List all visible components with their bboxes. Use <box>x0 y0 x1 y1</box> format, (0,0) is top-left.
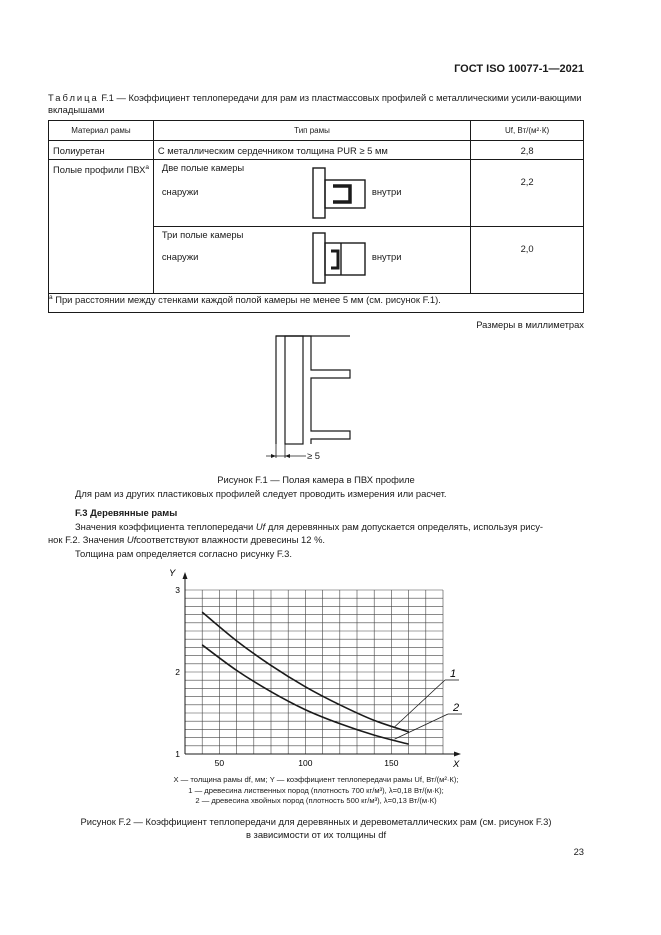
table-caption-text: F.1 — Коэффициент теплопередачи для рам из пластмассовых профилей с металлическими усили-вающими вкладышами <box>48 92 582 115</box>
series-1-leader <box>395 680 445 727</box>
paragraph-3: Толщина рам определяется согласно рисунку F.3. <box>75 548 292 559</box>
document-header: ГОСТ ISO 10077-1—2021 <box>454 63 584 75</box>
material-label: Полые профили ПВХ <box>53 164 146 176</box>
table-footnote <box>49 294 584 313</box>
cell-type <box>153 160 470 227</box>
y-tick-label: 1 <box>175 749 180 759</box>
type-three-chambers: Три полые камеры <box>161 229 244 240</box>
x-tick-label: 50 <box>214 758 225 768</box>
x-tick-label: 100 <box>298 758 313 768</box>
page-number: 23 <box>573 846 584 857</box>
table-f1 <box>48 120 584 313</box>
symbol-uf: Uf <box>126 534 137 545</box>
cell-u: 2,0 <box>471 227 584 294</box>
cell-material: Полиуретан <box>49 141 154 160</box>
table-footnote-row <box>49 294 584 313</box>
paragraph-2-line-2 <box>48 533 584 546</box>
cell-type: С металлическим сердечником толщина PUR ≥ 5 мм <box>153 141 470 160</box>
legend-line: 2 — древесина хвойных пород (плотность 500 кг/м³), λ=0,13 Вт/(м·К) <box>195 796 437 805</box>
paragraph-2-line-1 <box>75 520 584 533</box>
table-caption-label: Таблица <box>48 92 99 103</box>
dimension-label: ≥ 5 <box>307 450 320 461</box>
figure-f1-diagram <box>262 326 392 466</box>
table-caption <box>48 92 584 116</box>
section-heading: F.3 Деревянные рамы <box>75 507 178 518</box>
figure-f2-caption-line-2: в зависимости от их толщины df <box>245 829 387 840</box>
footnote-ref: a <box>145 164 149 171</box>
x-axis-label: X <box>453 759 460 770</box>
p2-part-a: Значения коэффициента теплопередачи <box>75 521 254 532</box>
chart-legend <box>48 775 584 807</box>
series-2-leader <box>395 714 448 739</box>
legend-line: 1 — древесина лиственных пород (плотность 700 кг/м³), λ=0,18 Вт/(м·К); <box>188 785 444 795</box>
symbol-uf: Uf <box>255 521 266 532</box>
col-type: Тип рамы <box>153 121 470 141</box>
inside-label: внутри <box>371 251 402 262</box>
col-u-label: Uf, Вт/(м²·К) <box>504 126 550 135</box>
table-row <box>49 160 584 227</box>
figure-f2-caption-line-1: Рисунок F.2 — Коэффициент теплопередачи для деревянных и деревометаллических рам (см. рисунок F.3) <box>80 816 552 827</box>
legend-line: X — толщина рамы df, мм; Y — коэффициент теплопередачи рамы Uf, Вт/(м²·К); <box>173 775 459 784</box>
y-axis-arrow <box>183 572 188 579</box>
y-tick-label: 3 <box>175 585 180 595</box>
y-tick-label: 2 <box>175 667 180 677</box>
figure-f1-caption: Рисунок F.1 — Полая камера в ПВХ профиле <box>217 474 415 485</box>
p2-part-c: нок F.2. Значения <box>48 534 125 545</box>
col-material: Материал рамы <box>49 121 154 141</box>
y-axis-label: Y <box>169 568 176 579</box>
col-u <box>471 121 584 141</box>
series-1-label: 1 <box>450 668 457 680</box>
table-row <box>49 141 584 160</box>
paragraph-1: Для рам из других пластиковых профилей следует проводить измерения или расчет. <box>75 488 447 499</box>
type-two-chambers: Две полые камеры <box>161 162 245 173</box>
figure-f2-chart <box>150 562 470 772</box>
figure-f2-caption <box>30 815 602 841</box>
cell-type <box>153 227 470 294</box>
x-axis-arrow <box>454 752 461 757</box>
cell-u: 2,8 <box>471 141 584 160</box>
inside-label: внутри <box>371 186 402 197</box>
footnote-text: При расстоянии между стенками каждой полой камеры не менее 5 мм (см. рисунок F.1). <box>55 294 441 306</box>
p2-part-d: соответствуют влажности древесины 12 %. <box>136 534 326 545</box>
p2-part-b: для деревянных рам допускается определять, используя рису- <box>267 521 544 532</box>
outside-label: снаружи <box>161 251 199 262</box>
profile-two-chambers-diagram <box>310 166 366 220</box>
profile-three-chambers-diagram <box>310 231 366 285</box>
cell-u: 2,2 <box>471 160 584 227</box>
footnote-mark: a <box>49 294 53 301</box>
cell-material <box>49 160 154 294</box>
outside-label: снаружи <box>161 186 199 197</box>
series-2-label: 2 <box>453 702 460 714</box>
x-tick-label: 150 <box>384 758 399 768</box>
dimensions-note: Размеры в миллиметрах <box>476 319 584 330</box>
